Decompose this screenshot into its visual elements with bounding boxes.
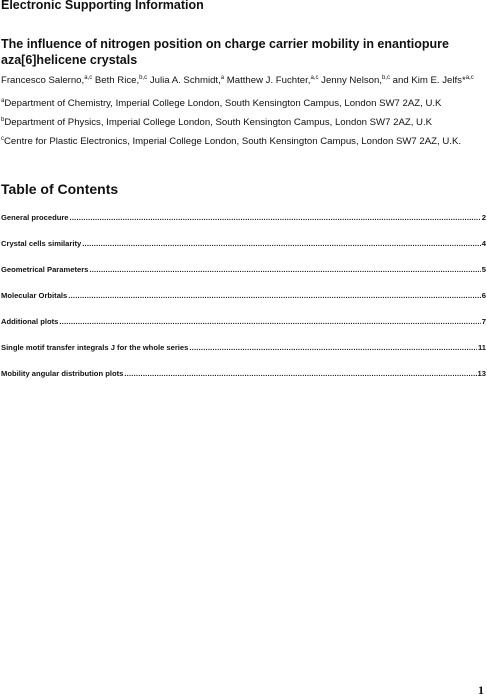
toc-entry-label[interactable]: Single motif transfer integrals J for the whole series: [1, 343, 189, 352]
author-name: and Kim E. Jelfs*: [389, 75, 466, 86]
author-affiliation-mark: a: [220, 75, 225, 81]
article-title: The influence of nitrogen position on charge carrier mobility in enantiopure aza[6]helicene crystals: [1, 37, 449, 67]
affiliation-text: Department of Physics, Imperial College London, South Kensington Campus, London SW7 2AZ, U.K: [4, 117, 433, 128]
toc-entry-label[interactable]: General procedure: [1, 213, 69, 222]
toc-entry-geometrical-parameters[interactable]: [1, 265, 486, 291]
affiliation-a: [1, 97, 441, 111]
affiliation-mark: a: [1, 98, 5, 104]
author-affiliation-mark: a,c: [465, 75, 474, 81]
toc-dot-leader: [89, 265, 480, 275]
toc-entry-label[interactable]: Mobility angular distribution plots: [1, 369, 124, 378]
toc-entry-single-motif-transfer-integrals[interactable]: [1, 343, 486, 369]
toc-entry-crystal-cells-similarity[interactable]: [1, 239, 486, 265]
toc-entry-page[interactable]: 11: [477, 343, 486, 352]
affiliation-text: Centre for Plastic Electronics, Imperial College London, South Kensington Campus, London SW7 2AZ, U.K.: [4, 136, 462, 147]
table-of-contents: [1, 213, 486, 395]
toc-entry-general-procedure[interactable]: [1, 213, 486, 239]
affiliation-mark: c: [1, 136, 4, 142]
author-name: Beth Rice,: [92, 75, 140, 86]
author-affiliation-mark: a,c: [84, 75, 93, 81]
affiliation-b: [1, 116, 432, 130]
toc-entry-page[interactable]: 7: [481, 317, 486, 326]
toc-entry-page[interactable]: 6: [481, 291, 486, 300]
toc-entry-page[interactable]: 13: [477, 369, 486, 378]
author-affiliation-mark: b,c: [381, 75, 390, 81]
author-affiliation-mark: b,c: [139, 75, 148, 81]
toc-heading: Table of Contents: [1, 181, 119, 197]
toc-dot-leader: [68, 291, 481, 301]
toc-dot-leader: [82, 239, 481, 249]
author-affiliation-mark: a,c: [310, 75, 319, 81]
toc-dot-leader: [124, 369, 476, 379]
toc-entry-page[interactable]: 5: [481, 265, 486, 274]
toc-entry-label[interactable]: Geometrical Parameters: [1, 265, 89, 274]
author-list: [1, 74, 481, 88]
affiliation-mark: b: [1, 117, 5, 123]
toc-dot-leader: [59, 317, 480, 327]
toc-entry-label[interactable]: Molecular Orbitals: [1, 291, 68, 300]
toc-entry-mobility-angular-distribution-plots[interactable]: [1, 369, 486, 395]
affiliation-text: Department of Chemistry, Imperial College London, South Kensington Campus, London SW7 2AZ, U.K: [4, 98, 442, 109]
page-number: 1: [478, 683, 484, 697]
toc-entry-page[interactable]: 2: [481, 213, 486, 222]
toc-entry-molecular-orbitals[interactable]: [1, 291, 486, 317]
author-name: Francesco Salerno,: [1, 75, 85, 86]
toc-dot-leader: [70, 213, 481, 223]
toc-dot-leader: [189, 343, 477, 353]
toc-entry-label[interactable]: Additional plots: [1, 317, 59, 326]
esi-header: Electronic Supporting Information: [1, 0, 204, 12]
toc-entry-page[interactable]: 4: [481, 239, 486, 248]
author-name: Julia A. Schmidt,: [147, 75, 221, 86]
author-name: Jenny Nelson,: [318, 75, 382, 86]
affiliation-c: [1, 135, 461, 149]
toc-entry-label[interactable]: Crystal cells similarity: [1, 239, 82, 248]
author-name: Matthew J. Fuchter,: [224, 75, 311, 86]
toc-entry-additional-plots[interactable]: [1, 317, 486, 343]
